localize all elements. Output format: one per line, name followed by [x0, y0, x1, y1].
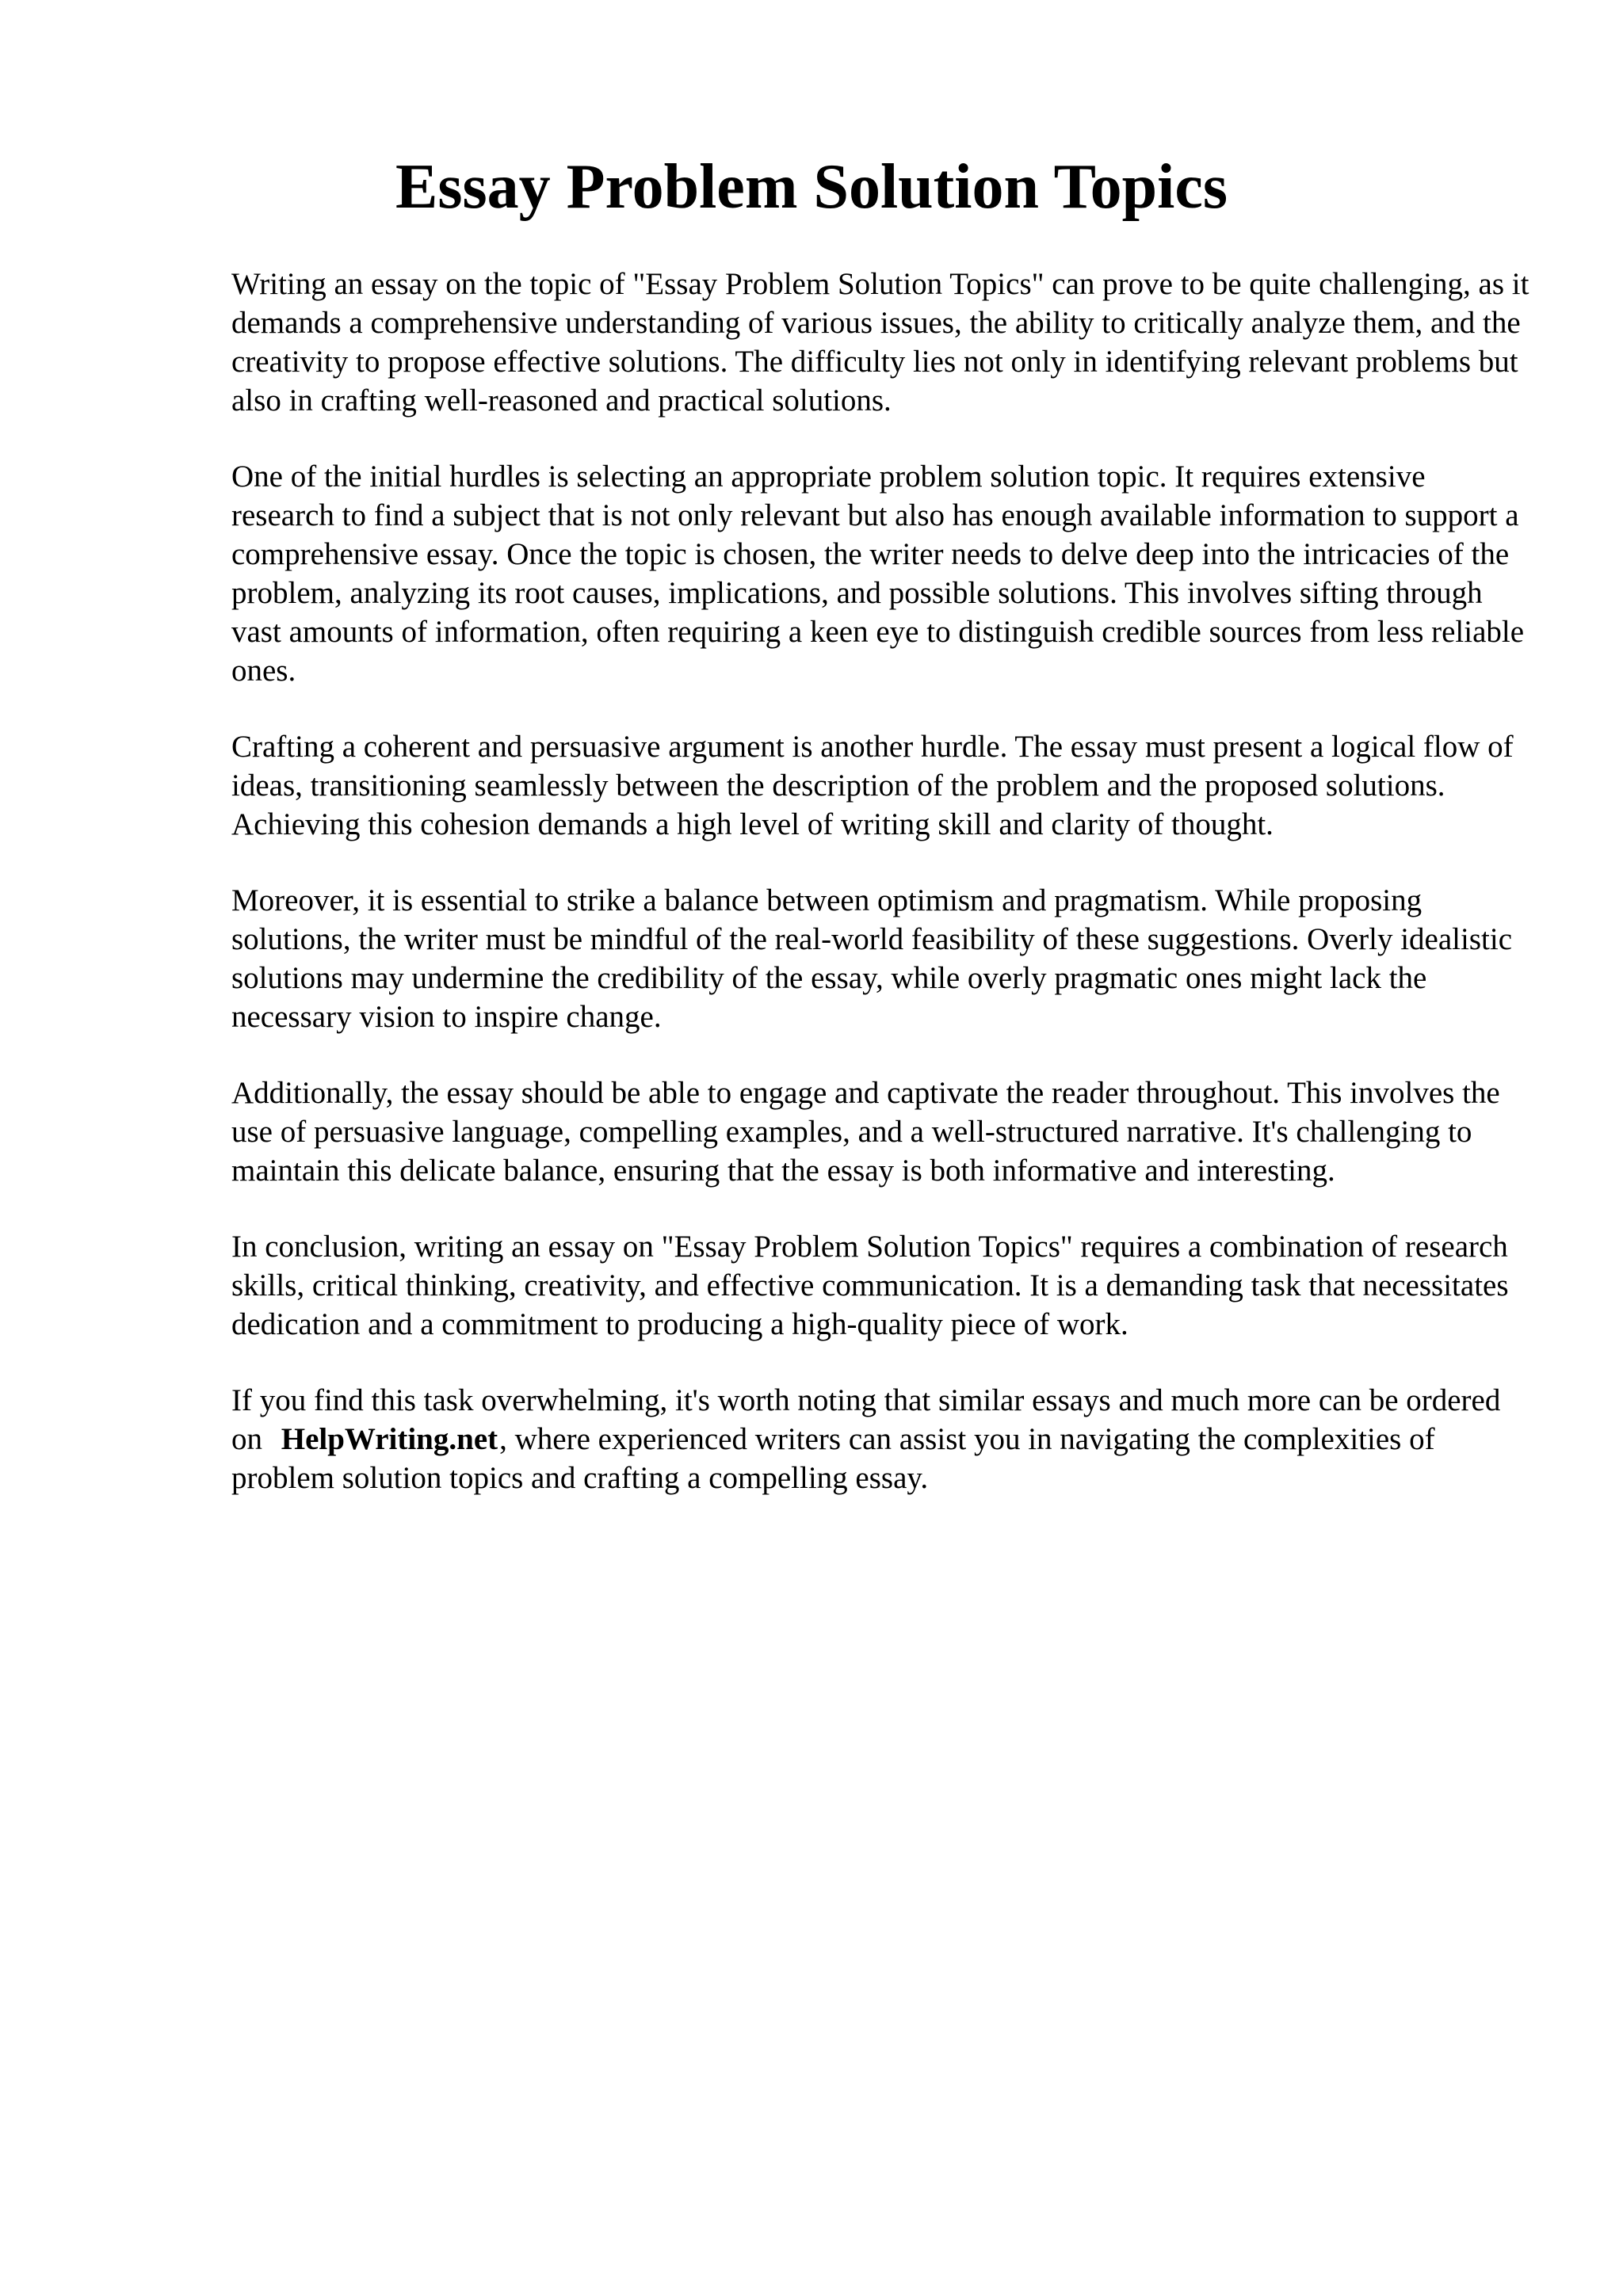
brand-name: HelpWriting.net — [281, 1422, 498, 1456]
closing-text-before: If you find this task overwhelming, it's worth noting that similar essays and much more can be ordered on — [231, 1383, 1501, 1456]
paragraph-argument: Crafting a coherent and persuasive argument is another hurdle. The essay must present a logical flow of ideas, transitioning seamlessly between the description of the problem and the proposed solutions. Achieving this cohesion demands a high level of writing skill and clarity of thought. — [231, 730, 1514, 841]
paragraph-balance: Moreover, it is essential to strike a balance between optimism and pragmatism. While proposing solutions, the writer must be mindful of the real-world feasibility of these suggestions. Overly idealistic solutions may undermine the credibility of the essay, while overly pragmatic ones might lack the necessary vision to inspire change. — [231, 883, 1513, 1034]
paragraph-intro: Writing an essay on the topic of "Essay Problem Solution Topics" can prove to be quite challenging, as it demands a comprehensive understanding of various issues, the ability to critically analyze them, and the creativity to propose effective solutions. The difficulty lies not only in identifying relevant problems but also in crafting well-reasoned and practical solutions. — [231, 267, 1529, 418]
document-body — [231, 265, 1531, 1535]
paragraph-engagement: Additionally, the essay should be able to engage and captivate the reader throughout. This involves the use of persuasive language, compelling examples, and a well-structured narrative. It's challenging to maintain this delicate balance, ensuring that the essay is both informative and interesting. — [231, 1076, 1500, 1188]
document-title: Essay Problem Solution Topics — [395, 152, 1228, 222]
paragraph-conclusion: In conclusion, writing an essay on "Essay Problem Solution Topics" requires a combination of research skills, critical thinking, creativity, and effective communication. It is a demanding task that necessitates dedication and a commitment to producing a high-quality piece of work. — [231, 1230, 1509, 1341]
closing-text-after: , where experienced writers can assist you in navigating the complexities of problem solution topics and crafting a compelling essay. — [231, 1422, 1435, 1495]
paragraph-closing — [231, 1381, 1531, 1497]
paragraph-topic-selection: One of the initial hurdles is selecting an appropriate problem solution topic. It requires extensive research to find a subject that is not only relevant but also has enough available information to support a comprehensive essay. Once the topic is chosen, the writer needs to delve deep into the intricacies of the problem, analyzing its root causes, implications, and possible solutions. This involves sifting through vast amounts of information, often requiring a keen eye to distinguish credible sources from less reliable ones. — [231, 460, 1525, 688]
